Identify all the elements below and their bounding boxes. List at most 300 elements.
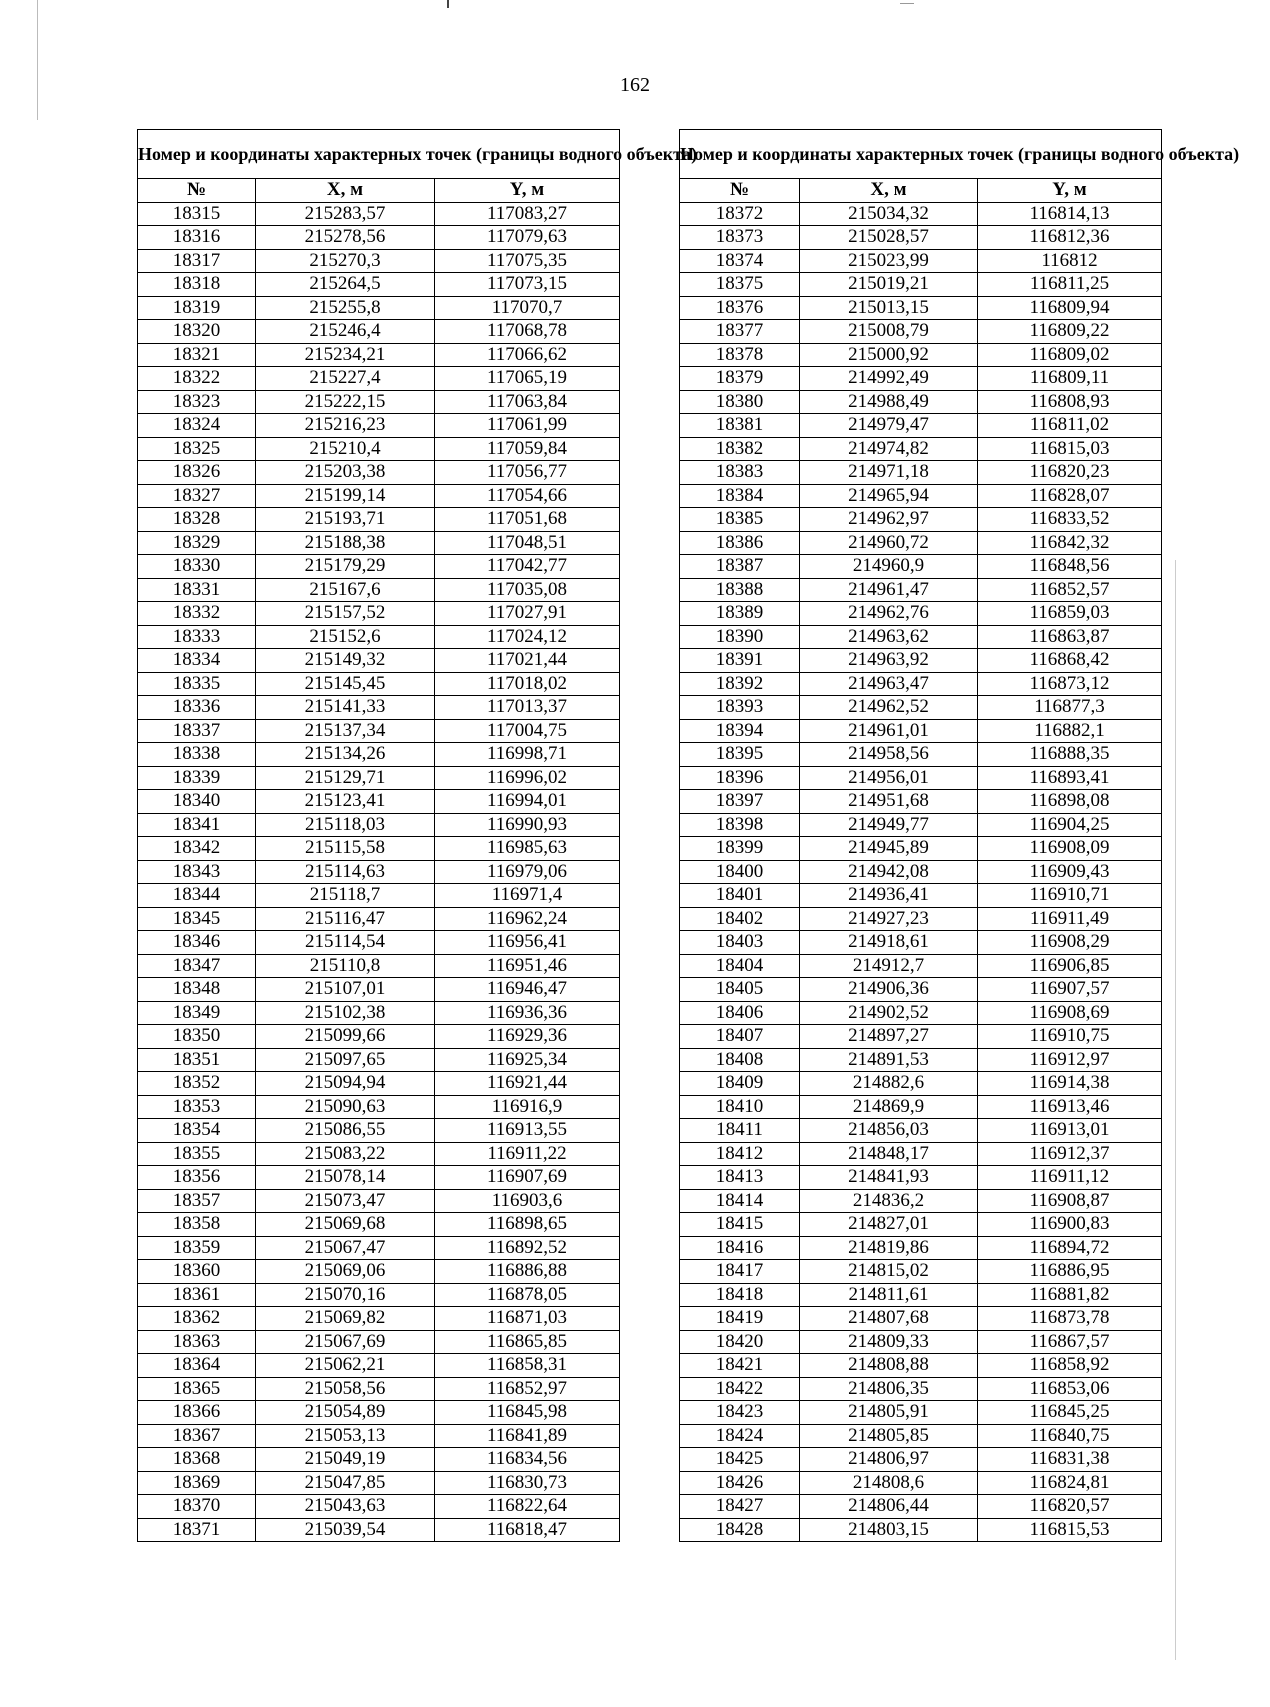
cell-y: 116824,81	[978, 1471, 1162, 1495]
cell-y: 116907,57	[978, 978, 1162, 1002]
cell-x: 215157,52	[256, 602, 435, 626]
cell-y: 116809,22	[978, 320, 1162, 344]
table-row	[680, 1260, 1162, 1284]
cell-x: 214960,9	[800, 555, 978, 579]
cell-number: 18318	[138, 273, 256, 297]
table-row	[680, 790, 1162, 814]
cell-y: 116985,63	[435, 837, 620, 861]
cell-y: 116852,57	[978, 578, 1162, 602]
cell-y: 116852,97	[435, 1377, 620, 1401]
cell-y: 117048,51	[435, 531, 620, 555]
scan-mark	[1175, 560, 1176, 1660]
column-header-y: Y, м	[978, 179, 1162, 203]
cell-number: 18326	[138, 461, 256, 485]
cell-y: 116811,02	[978, 414, 1162, 438]
cell-y: 117056,77	[435, 461, 620, 485]
cell-y: 116998,71	[435, 743, 620, 767]
cell-x: 215013,15	[800, 296, 978, 320]
cell-y: 116812,36	[978, 226, 1162, 250]
cell-y: 116910,75	[978, 1025, 1162, 1049]
cell-x: 214988,49	[800, 390, 978, 414]
cell-number: 18367	[138, 1424, 256, 1448]
table-row	[138, 461, 620, 485]
cell-y: 116990,93	[435, 813, 620, 837]
cell-y: 116898,65	[435, 1213, 620, 1237]
cell-number: 18338	[138, 743, 256, 767]
table-body	[138, 202, 620, 1542]
cell-number: 18418	[680, 1283, 800, 1307]
table-row	[138, 320, 620, 344]
coordinates-table-left	[137, 129, 698, 1542]
cell-x: 214965,94	[800, 484, 978, 508]
cell-number: 18383	[680, 461, 800, 485]
table-row	[680, 954, 1162, 978]
cell-number: 18356	[138, 1166, 256, 1190]
cell-number: 18333	[138, 625, 256, 649]
cell-x: 215134,26	[256, 743, 435, 767]
cell-y: 116820,57	[978, 1495, 1162, 1519]
table-row	[680, 414, 1162, 438]
cell-y: 117018,02	[435, 672, 620, 696]
cell-number: 18410	[680, 1095, 800, 1119]
cell-x: 214808,88	[800, 1354, 978, 1378]
cell-y: 117065,19	[435, 367, 620, 391]
cell-number: 18337	[138, 719, 256, 743]
cell-y: 117079,63	[435, 226, 620, 250]
cell-x: 214979,47	[800, 414, 978, 438]
cell-y: 116831,38	[978, 1448, 1162, 1472]
cell-number: 18332	[138, 602, 256, 626]
cell-y: 116808,93	[978, 390, 1162, 414]
cell-number: 18412	[680, 1142, 800, 1166]
cell-y: 116809,94	[978, 296, 1162, 320]
cell-number: 18347	[138, 954, 256, 978]
cell-number: 18316	[138, 226, 256, 250]
cell-x: 214962,97	[800, 508, 978, 532]
cell-y: 117042,77	[435, 555, 620, 579]
cell-x: 215167,6	[256, 578, 435, 602]
cell-number: 18386	[680, 531, 800, 555]
cell-number: 18392	[680, 672, 800, 696]
cell-y: 116925,34	[435, 1048, 620, 1072]
cell-y: 117066,62	[435, 343, 620, 367]
table-row	[680, 555, 1162, 579]
cell-x: 214815,02	[800, 1260, 978, 1284]
table-row	[138, 1142, 620, 1166]
cell-y: 117061,99	[435, 414, 620, 438]
cell-y: 116867,57	[978, 1330, 1162, 1354]
table-row	[680, 672, 1162, 696]
cell-number: 18341	[138, 813, 256, 837]
cell-x: 215039,54	[256, 1518, 435, 1542]
table-row	[680, 978, 1162, 1002]
cell-x: 215069,68	[256, 1213, 435, 1237]
cell-y: 116913,46	[978, 1095, 1162, 1119]
table-row	[138, 367, 620, 391]
cell-y: 116809,11	[978, 367, 1162, 391]
cell-number: 18369	[138, 1471, 256, 1495]
cell-number: 18398	[680, 813, 800, 837]
cell-x: 215152,6	[256, 625, 435, 649]
cell-number: 18327	[138, 484, 256, 508]
cell-x: 214942,08	[800, 860, 978, 884]
cell-number: 18379	[680, 367, 800, 391]
table-row	[680, 273, 1162, 297]
cell-y: 116848,56	[978, 555, 1162, 579]
cell-x: 215227,4	[256, 367, 435, 391]
table-row	[680, 367, 1162, 391]
table-row	[680, 860, 1162, 884]
cell-x: 215145,45	[256, 672, 435, 696]
cell-x: 215141,33	[256, 696, 435, 720]
cell-y: 116881,82	[978, 1283, 1162, 1307]
table-row	[138, 1119, 620, 1143]
table-row	[680, 249, 1162, 273]
cell-number: 18375	[680, 273, 800, 297]
cell-number: 18346	[138, 931, 256, 955]
cell-x: 215283,57	[256, 202, 435, 226]
cell-x: 215000,92	[800, 343, 978, 367]
table-row	[680, 625, 1162, 649]
table-row	[680, 531, 1162, 555]
table-row	[680, 1448, 1162, 1472]
cell-number: 18415	[680, 1213, 800, 1237]
cell-x: 214803,15	[800, 1518, 978, 1542]
cell-number: 18376	[680, 296, 800, 320]
cell-number: 18363	[138, 1330, 256, 1354]
scan-mark	[900, 3, 914, 4]
table-row	[138, 296, 620, 320]
cell-number: 18368	[138, 1448, 256, 1472]
cell-number: 18329	[138, 531, 256, 555]
cell-y: 116911,12	[978, 1166, 1162, 1190]
cell-y: 116994,01	[435, 790, 620, 814]
cell-x: 215137,34	[256, 719, 435, 743]
cell-number: 18321	[138, 343, 256, 367]
cell-x: 214956,01	[800, 766, 978, 790]
cell-x: 215047,85	[256, 1471, 435, 1495]
table-row	[138, 1307, 620, 1331]
cell-number: 18406	[680, 1001, 800, 1025]
cell-number: 18355	[138, 1142, 256, 1166]
table-row	[138, 343, 620, 367]
cell-y: 116900,83	[978, 1213, 1162, 1237]
cell-y: 116815,53	[978, 1518, 1162, 1542]
table-row	[680, 202, 1162, 226]
cell-y: 116873,78	[978, 1307, 1162, 1331]
column-header-x: X, м	[800, 179, 978, 203]
cell-y: 116818,47	[435, 1518, 620, 1542]
cell-x: 215149,32	[256, 649, 435, 673]
cell-x: 215099,66	[256, 1025, 435, 1049]
cell-y: 117027,91	[435, 602, 620, 626]
cell-number: 18365	[138, 1377, 256, 1401]
cell-x: 214918,61	[800, 931, 978, 955]
table-row	[138, 1189, 620, 1213]
cell-y: 116921,44	[435, 1072, 620, 1096]
cell-x: 215083,22	[256, 1142, 435, 1166]
cell-y: 116910,71	[978, 884, 1162, 908]
coordinates-table-right	[679, 129, 1240, 1542]
table-title: Номер и координаты характерных точек (границы водного объекта)	[680, 130, 1162, 179]
cell-y: 117075,35	[435, 249, 620, 273]
cell-x: 215203,38	[256, 461, 435, 485]
cell-y: 116865,85	[435, 1330, 620, 1354]
table-row	[680, 226, 1162, 250]
cell-x: 215062,21	[256, 1354, 435, 1378]
cell-x: 215067,69	[256, 1330, 435, 1354]
cell-number: 18399	[680, 837, 800, 861]
table-row	[680, 578, 1162, 602]
cell-number: 18381	[680, 414, 800, 438]
cell-number: 18350	[138, 1025, 256, 1049]
cell-y: 117083,27	[435, 202, 620, 226]
table-row	[138, 484, 620, 508]
cell-y: 116828,07	[978, 484, 1162, 508]
cell-x: 215116,47	[256, 907, 435, 931]
table-row	[680, 461, 1162, 485]
table-row	[138, 1236, 620, 1260]
table-row	[138, 555, 620, 579]
cell-x: 215278,56	[256, 226, 435, 250]
cell-number: 18358	[138, 1213, 256, 1237]
cell-number: 18371	[138, 1518, 256, 1542]
table-row	[138, 390, 620, 414]
cell-number: 18364	[138, 1354, 256, 1378]
table-row	[680, 649, 1162, 673]
cell-y: 117051,68	[435, 508, 620, 532]
cell-x: 215078,14	[256, 1166, 435, 1190]
cell-x: 215118,03	[256, 813, 435, 837]
cell-x: 215255,8	[256, 296, 435, 320]
table-row	[138, 1213, 620, 1237]
cell-x: 215193,71	[256, 508, 435, 532]
cell-x: 215264,5	[256, 273, 435, 297]
table-row	[138, 1095, 620, 1119]
cell-y: 116868,42	[978, 649, 1162, 673]
cell-x: 214992,49	[800, 367, 978, 391]
cell-number: 18419	[680, 1307, 800, 1331]
table-row	[138, 837, 620, 861]
cell-number: 18357	[138, 1189, 256, 1213]
cell-number: 18394	[680, 719, 800, 743]
cell-number: 18374	[680, 249, 800, 273]
cell-y: 116908,87	[978, 1189, 1162, 1213]
table-row	[138, 226, 620, 250]
cell-y: 116946,47	[435, 978, 620, 1002]
table-row	[138, 978, 620, 1002]
cell-number: 18401	[680, 884, 800, 908]
cell-x: 214827,01	[800, 1213, 978, 1237]
cell-x: 215107,01	[256, 978, 435, 1002]
table-row	[138, 578, 620, 602]
cell-y: 116873,12	[978, 672, 1162, 696]
table-row	[680, 1119, 1162, 1143]
cell-number: 18348	[138, 978, 256, 1002]
cell-y: 116911,49	[978, 907, 1162, 931]
cell-x: 214806,97	[800, 1448, 978, 1472]
table-row	[680, 766, 1162, 790]
table-row	[680, 1236, 1162, 1260]
cell-number: 18360	[138, 1260, 256, 1284]
cell-x: 214960,72	[800, 531, 978, 555]
table-row	[138, 1471, 620, 1495]
cell-x: 214807,68	[800, 1307, 978, 1331]
table-row	[680, 931, 1162, 955]
table-row	[680, 1330, 1162, 1354]
table-row	[138, 531, 620, 555]
cell-number: 18359	[138, 1236, 256, 1260]
cell-y: 116863,87	[978, 625, 1162, 649]
cell-x: 215216,23	[256, 414, 435, 438]
cell-number: 18411	[680, 1119, 800, 1143]
cell-y: 116834,56	[435, 1448, 620, 1472]
cell-number: 18425	[680, 1448, 800, 1472]
cell-y: 116822,64	[435, 1495, 620, 1519]
cell-x: 215069,82	[256, 1307, 435, 1331]
table-row	[138, 414, 620, 438]
table-row	[680, 884, 1162, 908]
table-row	[680, 696, 1162, 720]
cell-x: 214806,35	[800, 1377, 978, 1401]
cell-number: 18390	[680, 625, 800, 649]
cell-x: 215070,16	[256, 1283, 435, 1307]
cell-y: 117054,66	[435, 484, 620, 508]
cell-y: 116892,52	[435, 1236, 620, 1260]
cell-x: 214808,6	[800, 1471, 978, 1495]
cell-number: 18317	[138, 249, 256, 273]
scan-mark	[447, 0, 449, 8]
table-row	[138, 884, 620, 908]
cell-y: 116820,23	[978, 461, 1162, 485]
cell-number: 18373	[680, 226, 800, 250]
cell-x: 214974,82	[800, 437, 978, 461]
cell-y: 116886,88	[435, 1260, 620, 1284]
cell-y: 116888,35	[978, 743, 1162, 767]
cell-number: 18404	[680, 954, 800, 978]
cell-number: 18334	[138, 649, 256, 673]
table-row	[138, 860, 620, 884]
cell-x: 214958,56	[800, 743, 978, 767]
table-row	[138, 672, 620, 696]
table-row	[680, 1424, 1162, 1448]
cell-number: 18339	[138, 766, 256, 790]
cell-y: 116840,75	[978, 1424, 1162, 1448]
cell-number: 18378	[680, 343, 800, 367]
cell-x: 215067,47	[256, 1236, 435, 1260]
column-header-number: №	[138, 179, 256, 203]
cell-y: 116842,32	[978, 531, 1162, 555]
cell-y: 116841,89	[435, 1424, 620, 1448]
cell-y: 116904,25	[978, 813, 1162, 837]
table-row	[680, 1095, 1162, 1119]
cell-y: 116914,38	[978, 1072, 1162, 1096]
table-row	[680, 1495, 1162, 1519]
table-row	[138, 954, 620, 978]
cell-y: 116858,92	[978, 1354, 1162, 1378]
cell-number: 18387	[680, 555, 800, 579]
table-row	[138, 249, 620, 273]
cell-x: 215114,63	[256, 860, 435, 884]
cell-x: 215073,47	[256, 1189, 435, 1213]
cell-number: 18428	[680, 1518, 800, 1542]
cell-y: 117059,84	[435, 437, 620, 461]
cell-y: 116996,02	[435, 766, 620, 790]
cell-number: 18405	[680, 978, 800, 1002]
cell-y: 116971,4	[435, 884, 620, 908]
cell-y: 116894,72	[978, 1236, 1162, 1260]
cell-y: 117063,84	[435, 390, 620, 414]
cell-number: 18362	[138, 1307, 256, 1331]
cell-number: 18361	[138, 1283, 256, 1307]
cell-number: 18328	[138, 508, 256, 532]
cell-y: 116845,25	[978, 1401, 1162, 1425]
table-row	[680, 296, 1162, 320]
cell-number: 18335	[138, 672, 256, 696]
column-header-number: №	[680, 179, 800, 203]
table-row	[680, 1283, 1162, 1307]
table-row	[138, 1518, 620, 1542]
cell-number: 18344	[138, 884, 256, 908]
cell-number: 18385	[680, 508, 800, 532]
cell-x: 214927,23	[800, 907, 978, 931]
cell-x: 215058,56	[256, 1377, 435, 1401]
table-row	[680, 484, 1162, 508]
cell-x: 215069,06	[256, 1260, 435, 1284]
cell-x: 215222,15	[256, 390, 435, 414]
cell-number: 18331	[138, 578, 256, 602]
cell-y: 116858,31	[435, 1354, 620, 1378]
table-row	[138, 766, 620, 790]
cell-number: 18388	[680, 578, 800, 602]
cell-x: 215043,63	[256, 1495, 435, 1519]
cell-number: 18417	[680, 1260, 800, 1284]
table-row	[138, 1354, 620, 1378]
cell-y: 116956,41	[435, 931, 620, 955]
table-body	[680, 202, 1162, 1542]
cell-number: 18325	[138, 437, 256, 461]
cell-number: 18413	[680, 1166, 800, 1190]
cell-number: 18320	[138, 320, 256, 344]
cell-y: 116916,9	[435, 1095, 620, 1119]
cell-x: 215270,3	[256, 249, 435, 273]
cell-y: 116909,43	[978, 860, 1162, 884]
table-title: Номер и координаты характерных точек (границы водного объекта)	[138, 130, 620, 179]
cell-y: 117004,75	[435, 719, 620, 743]
table-row	[138, 1048, 620, 1072]
cell-x: 215246,4	[256, 320, 435, 344]
table-row	[680, 508, 1162, 532]
cell-number: 18322	[138, 367, 256, 391]
cell-x: 215054,89	[256, 1401, 435, 1425]
cell-x: 214912,7	[800, 954, 978, 978]
cell-y: 116815,03	[978, 437, 1162, 461]
cell-y: 116886,95	[978, 1260, 1162, 1284]
cell-number: 18403	[680, 931, 800, 955]
cell-number: 18409	[680, 1072, 800, 1096]
cell-x: 215123,41	[256, 790, 435, 814]
table-row	[680, 1025, 1162, 1049]
table-row	[680, 1471, 1162, 1495]
cell-y: 116951,46	[435, 954, 620, 978]
cell-x: 215086,55	[256, 1119, 435, 1143]
cell-y: 116814,13	[978, 202, 1162, 226]
cell-x: 214949,77	[800, 813, 978, 837]
cell-x: 214836,2	[800, 1189, 978, 1213]
cell-x: 215210,4	[256, 437, 435, 461]
cell-x: 214962,76	[800, 602, 978, 626]
cell-x: 215090,63	[256, 1095, 435, 1119]
